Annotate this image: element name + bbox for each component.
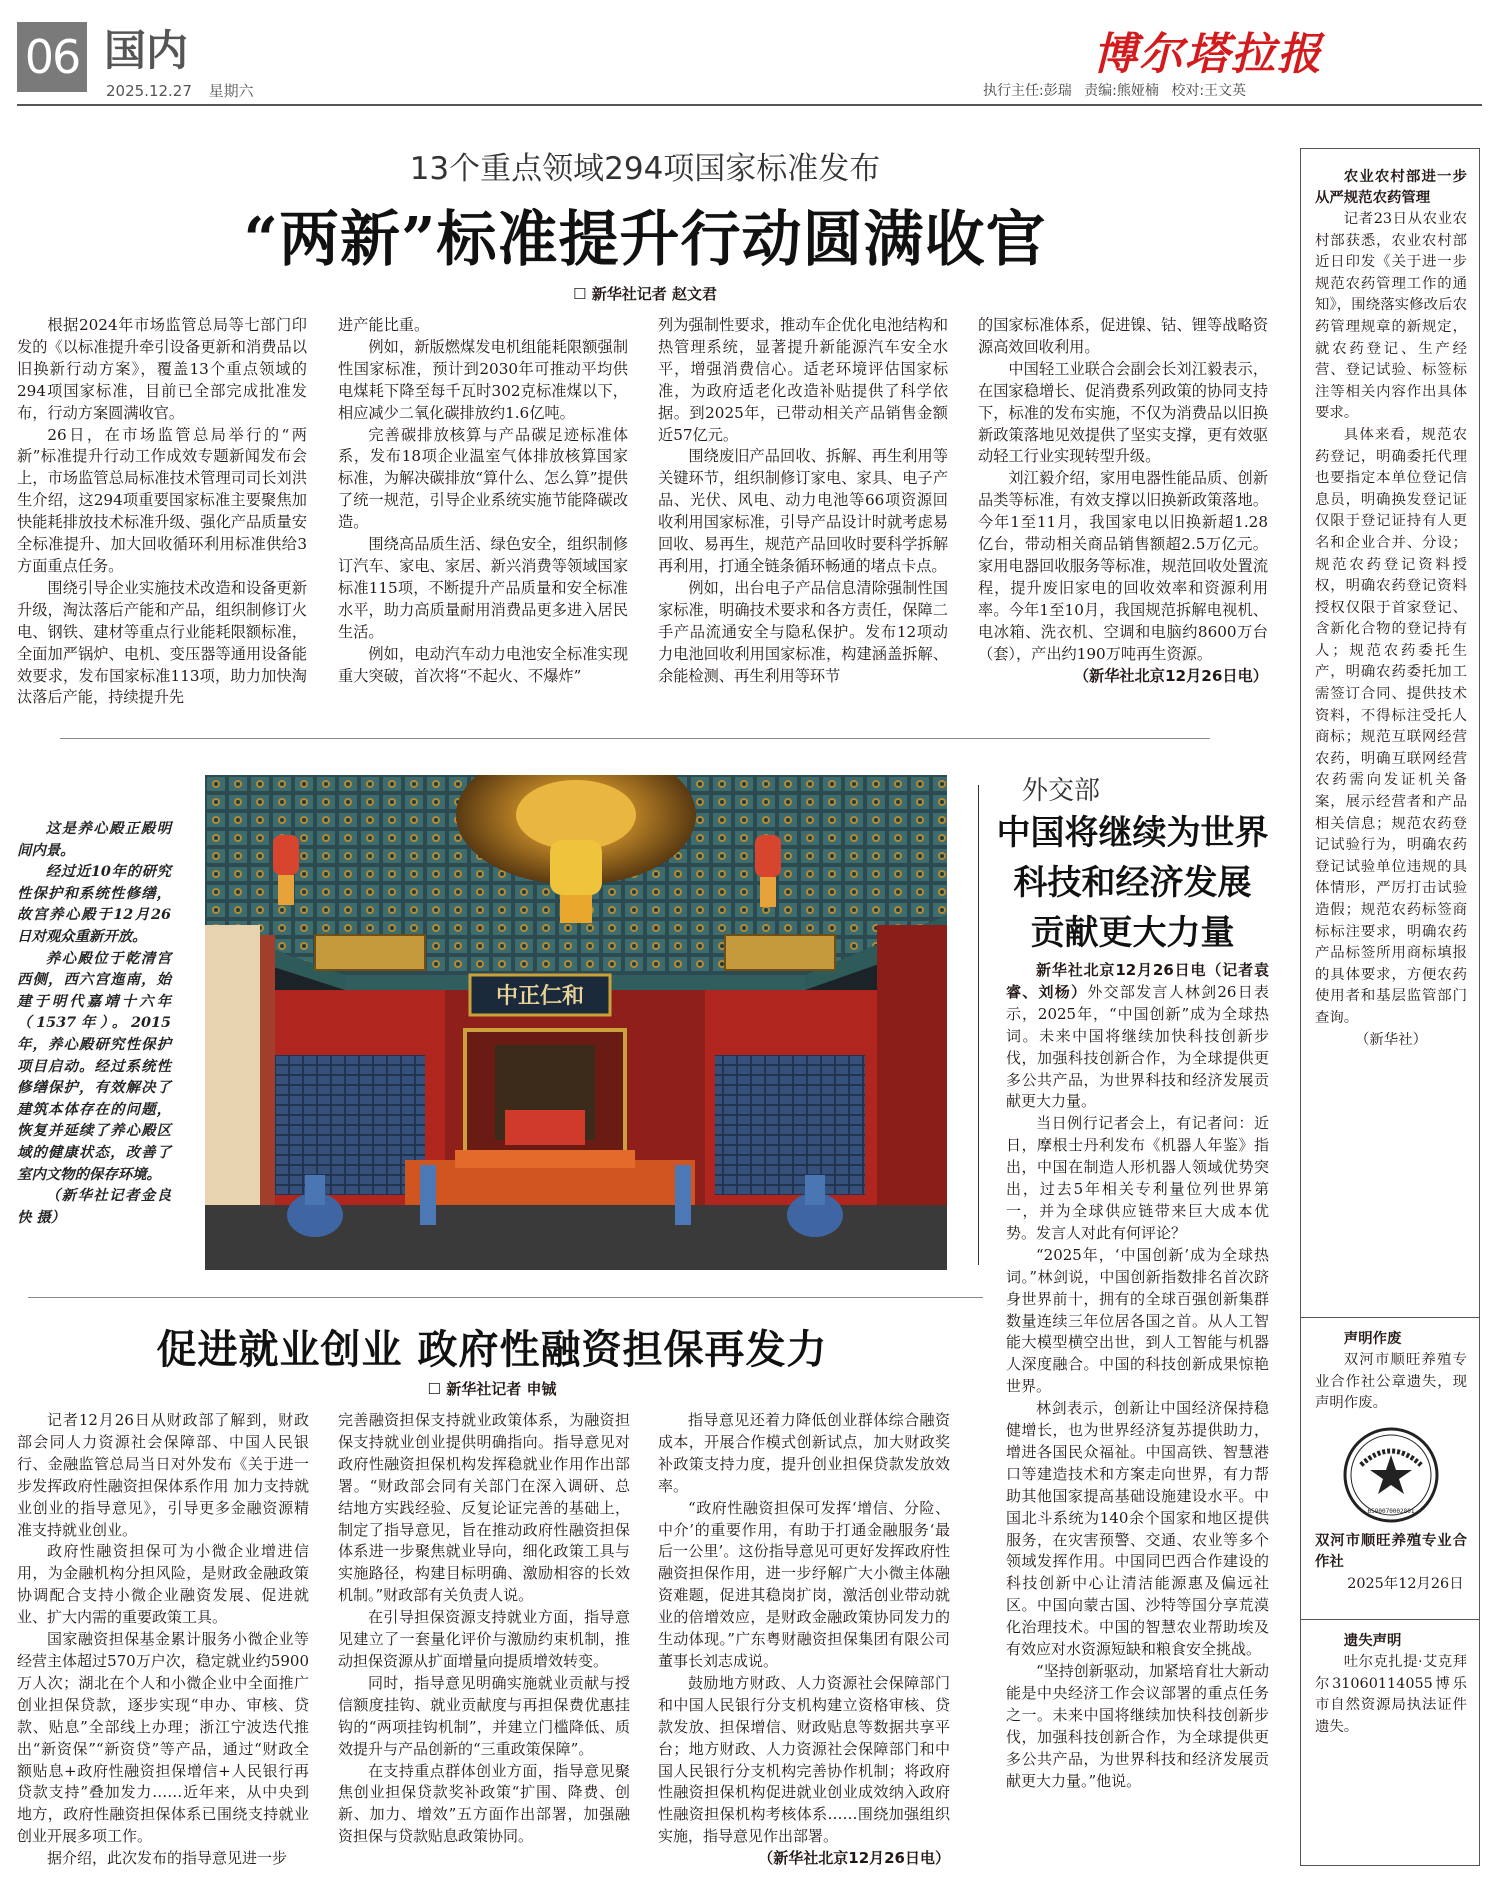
photo-credit: （新华社记者金良快 摄） (17, 1187, 171, 1226)
photo-caption (17, 818, 171, 1228)
editor-credits: 执行主任:彭瑞 责编:熊娅楠 校对:王文英 (983, 83, 1247, 99)
paragraph: 中国轻工业联合会副会长刘江毅表示，在国家稳增长、促消费系列政策的协同支持下，标准的发布实施，不仅为消费品以旧换新政策落地见效提供了坚实支撑，更有效驱动轻工行业实现转型升级。 (978, 359, 1268, 466)
article1-headline: “两新”标准提升行动圆满收官 (243, 205, 1047, 275)
paragraph: 进产能比重。 (338, 316, 430, 334)
hall-plaque: 中正仁和 (495, 983, 585, 1009)
paragraph: 同时，指导意见明确实施就业贡献与授信额度挂钩、就业贡献度与再担保费优惠挂钩的“两项挂钩机制”，并建立门槛降低、质效提升与产品创新的“三重政策保障”。 (338, 1673, 630, 1758)
notice-title: 遗失声明 (1343, 1633, 1402, 1649)
paragraph: 双河市顺旺养殖专业合作社公章遗失，现声明作废。 (1315, 1352, 1467, 1412)
paragraph: 根据2024年市场监管总局等七部门印发的《以标准提升牵引设备更新和消费品以旧换新行动方案》，覆盖13个重点领域的294项国家标准，目前已全部完成批准发布，行动方案圆满收官。 (17, 316, 307, 422)
paragraph: 在支持重点群体创业方面，指导意见聚焦创业担保贷款奖补政策“扩围、降费、创新、加力、增效”五方面作出部署，加强融资担保与贷款贴息政策协同。 (338, 1761, 630, 1846)
seal-code: 6590070002801 (1367, 1507, 1415, 1515)
paragraph: 26日，在市场监管总局举行的“两新”标准提升行动工作成效专题新闻发布会上，市场监管总局标准技术管理司司长刘洪生介绍，这294项重要国家标准主要聚焦加快能耗排放技术标准升级、强化产品质量安全标准提升、加大回收循环利用标准供给3方面重点任务。 (17, 425, 307, 575)
article3-column-1 (17, 1410, 309, 1872)
notice-pesticide (1315, 167, 1467, 1265)
paragraph: 林剑表示，创新让中国经济保持稳健增长，也为世界经济复苏提供助力，增进各国民众福祉。中国高铁、智慧港口等建造技术和方案走向世界，有力帮助其他国家提高基础设施建设水平。中国北斗系统为140余个国家和地区提供服务，在灾害预警、交通、农业等多个领域发挥作用。中国同巴西合作建设的科技创新中心让清洁能源惠及偏远社区。中国向蒙古国、沙特等国分享荒漠化治理技术。中国的智慧农业帮助埃及有效应对水资源短缺和粮食安全挑战。 (1006, 1399, 1269, 1659)
article1-byline: ☐ 新华社记者 赵文君 (573, 285, 717, 303)
paragraph: 吐尔克扎提·艾克拜尔31060114055博乐市自然资源局执法证件遗失。 (1315, 1654, 1467, 1735)
paragraph: 当日例行记者会上，有记者问：近日，摩根士丹利发布《机器人年鉴》指出，中国在制造人形机器人领域优势突出，过去5年相关专利量位列世界第一，并为全球供应链带来巨大成本优势。发言人对此有何评论？ (1006, 1114, 1269, 1242)
article1-column-3 (658, 315, 948, 710)
paragraph: 指导意见还着力降低创业群体综合融资成本，开展合作模式创新试点，加大财政奖补政策支持力度，提升创业担保贷款发放效率。 (658, 1411, 950, 1495)
column-rule (978, 785, 979, 1265)
headline-line: 贡献更大力量 (1030, 913, 1235, 953)
article2-kicker: 外交部 (1022, 776, 1101, 806)
page-number: 06 (17, 22, 87, 92)
paragraph: 围绕引导企业实施技术改造和设备更新升级，淘汰落后产能和产品，组织制修订火电、钢铁、建材等重点行业能耗限额标准，全面加严锅炉、电机、变压器等通用设备能效要求，发布国家标准113项，助力加快淘汰落后产能，持续提升先 (17, 578, 307, 707)
section-divider (28, 1297, 983, 1298)
paragraph: 鼓励地方财政、人力资源社会保障部门和中国人民银行分支机构建立资格审核、贷款发放、担保增信、财政贴息等数据共享平台；地方财政、人力资源社会保障部门和中国人民银行分支机构完善协作机制；将政府性融资担保机构促进就业创业成效纳入政府性融资担保机构考核体系……围绕加强组织实施，指导意见作出部署。 (658, 1673, 950, 1846)
paragraph: 政府性融资担保可为小微企业增进信用，为金融机构分担风险，是财政金融政策协调配合支持小微企业融资发展、促进就业、扩大内需的重要政策工具。 (17, 1542, 309, 1627)
sidebar-divider (1301, 1619, 1479, 1620)
paragraph: 完善融资担保支持就业政策体系，为融资担保支持就业创业提供明确指向。指导意见对政府性融资担保机构发挥稳就业作用作出部署。“财政部会同有关部门在深入调研、总结地方实践经验、反复论证完善的基础上，制定了指导意见，旨在推动政府性融资担保体系进一步聚焦就业导向，细化政策工具与实施路径，构建目标明确、激励相容的长效机制。”财政部有关负责人说。 (338, 1411, 630, 1605)
article2-para: 外交部发言人林剑26日表示，2025年，“中国创新”成为全球热词。未来中国将继续加快科技创新步伐，加强科技创新合作，为全球提供更多公共产品，为世界科技和经济发展贡献更大力量。 (1006, 982, 1269, 1111)
paragraph: 例如，新版燃煤发电机组能耗限额强制性国家标准，预计到2030年可推动平均供电煤耗下降至每千瓦时302克标准煤以下，相应减少二氧化碳排放约1.6亿吨。 (338, 337, 628, 422)
article3-column-3 (658, 1410, 950, 1872)
notice-void-seal (1315, 1329, 1467, 1596)
paragraph: “政府性融资担保可发挥‘增信、分险、中介’的重要作用，有助于打通金融服务‘最后一公里’。这份指导意见可更好发挥政府性融资担保作用，进一步纾解广大小微主体融资难题，促进其稳岗扩岗，激活创业带动就业的倍增效应，是财政金融政策协同发力的生动体现。”广东粤财融资担保集团有限公司董事长刘志成说。 (658, 1498, 950, 1670)
article3-column-2 (338, 1410, 630, 1872)
caption-line: 这是养心殿正殿明间内景。 (17, 820, 171, 859)
headline-line: 中国将继续为世界 (996, 813, 1269, 853)
headline-line: 科技和经济发展 (1013, 863, 1252, 903)
issue-date: 2025.12.27 星期六 (106, 82, 254, 100)
notice-title: 声明作废 (1343, 1331, 1402, 1347)
notice-date: 2025年12月26日 (1347, 1575, 1464, 1592)
article3-dateline: （新华社北京12月26日电） (758, 1849, 950, 1868)
paragraph: 的国家标准体系，促进镍、钴、锂等战略资源高效回收利用。 (978, 316, 1268, 356)
paragraph: 围绕高品质生活、绿色安全，组织制修订汽车、家电、家居、新兴消费等领域国家标准115项，不断提升产品质量和安全标准水平，助力高质量耐用消费品更多进入居民生活。 (338, 535, 628, 641)
sidebar-divider (1301, 1317, 1479, 1318)
article2-headline (995, 808, 1270, 958)
paragraph: 在引导担保资源支持就业方面，指导意见建立了一套量化评价与激励约束机制，推动担保资源从扩面增量向提质增效转变。 (338, 1608, 630, 1670)
paragraph: 记者12月26日从财政部了解到，财政部会同人力资源社会保障部、中国人民银行、金融监管总局当日对外发布《关于进一步发挥政府性融资担保体系作用 加力支持就业创业的指导意见》，引导更多金融资源精准支持就业创业。 (17, 1411, 309, 1539)
article1-kicker: 13个重点领域294项国家标准发布 (409, 151, 881, 187)
paragraph: 围绕废旧产品回收、拆解、再生利用等关键环节，组织制修订家电、家具、电子产品、光伏、风电、动力电池等66项资源回收利用国家标准，引导产品设计时就考虑易回收、易再生，规范产品回收时要科学拆解再利用，打通全链条循环畅通的堵点卡点。 (658, 447, 948, 575)
notice-lost-certificate (1315, 1631, 1467, 1738)
notice-title: 农业农村部进一步从严规范农药管理 (1315, 169, 1467, 206)
official-seal-stamp (1341, 1425, 1441, 1525)
paragraph: 记者23日从农业农村部获悉，农业农村部近日印发《关于进一步规范农药管理工作的通知》，围绕落实修改后农药管理规章的新规定，就农药登记、生产经营、登记试验、标签标注等相关内容作出具体要求。 (1315, 211, 1467, 422)
article1-column-2 (338, 315, 628, 710)
paragraph: 据介绍，此次发布的指导意见进一步 (47, 1849, 288, 1868)
paragraph: “坚持创新驱动，加紧培育壮大新动能是中央经济工作会议部署的重点任务之一。未来中国将继续加快科技创新步伐，加强科技创新合作，为全球提供更多公共产品，为世界科技和经济发展贡献更大力量。”他说。 (1006, 1662, 1269, 1790)
palace-hall-photo (205, 775, 947, 1270)
article2-lead: 新华社北京12月26日电（记者袁睿、刘杨） (1006, 961, 1269, 1001)
section-divider (60, 738, 1210, 739)
newspaper-logo: 博尔塔拉报 (1093, 29, 1323, 80)
article1-column-4 (978, 315, 1268, 710)
paragraph: 国家融资担保基金累计服务小微企业等经营主体超过570万户次，稳定就业约5900万人次；湖北在个人和小微企业中全面推广创业担保贷款，逐步实现“申办、审核、贷款、贴息”全部线上办理；浙江宁波迭代推出“新资保”“新资贷”等产品，通过“财政全额贴息+政府性融资担保增信+人民银行再贷款支持”叠加发力……近年来，从中央到地方，政府性融资担保体系已围绕支持就业创业开展多项工作。 (17, 1630, 309, 1846)
article2-body (1006, 960, 1269, 1870)
caption-line: 养心殿位于乾清宫西侧，西六宫迤南，始建于明代嘉靖十六年（1537年）。2015年，养心殿研究性保护项目启动。经过系统性修缮保护，有效解决了建筑本体存在的问题，恢复并延续了养心殿区域的健康状态，改善了室内文物的保存环境。 (17, 949, 171, 1183)
article3-byline: ☐ 新华社记者 申铖 (427, 1380, 557, 1398)
notice-source: （新华社） (1355, 1031, 1427, 1048)
paragraph: 具体来看，规范农药登记，明确委托代理也要指定本单位登记信息员，明确换发登记证仅限于登记证持有人更名和企业合并、分设；规范农药登记资料授权，明确农药登记资料授权仅限于首家登记、含新化合物的登记持有人；规范农药委托生产，明确农药委托加工需签订合同、提供技术资料，不得标注受托人商标；规范互联网经营农药，明确互联网经营农药需向发证机关备案，展示经营者和产品相关信息；规范农药登记试验行为，明确农药登记试验单位违规的具体情形，严厉打击试验造假；规范农药标签商标标注要求，明确农药产品标签所用商标填报的具体要求，方便农药使用者和基层监管部门查询。 (1315, 426, 1467, 1026)
article1-column-1 (17, 315, 307, 710)
paragraph (1006, 960, 1269, 1113)
paragraph: 例如，出台电子产品信息清除强制性国家标准，明确技术要求和各方责任，保障二手产品流通安全与隐私保护。发布12项动力电池回收利用国家标准，构建涵盖拆解、余能检测、再生利用等环节 (658, 578, 948, 685)
article1-dateline: （新华社北京12月26日电） (1073, 666, 1268, 685)
section-title: 国内 (104, 26, 189, 75)
paragraph: 例如，电动汽车动力电池安全标准实现重大突破，首次将“不起火、不爆炸” (338, 644, 628, 685)
paragraph: 完善碳排放核算与产品碳足迹标准体系，发布18项企业温室气体排放核算国家标准，为解决碳排放“算什么、怎么算”提供了统一规范，引导企业系统实施节能降碳改造。 (338, 425, 628, 532)
paragraph: 列为强制性要求，推动车企优化电池结构和热管理系统，显著提升新能源汽车安全水平，增强消费信心。适老环境评估国家标准，为政府适老化改造补贴提供了科学依据。到2025年，已带动相关产品销售金额近57亿元。 (658, 316, 948, 444)
notice-issuer: 双河市顺旺养殖专业合作社 (1315, 1532, 1467, 1571)
sidebar-notices (1300, 148, 1480, 1866)
paragraph: “2025年，‘中国创新’成为全球热词。”林剑说，中国创新指数排名首次跻身世界前十，拥有的全球百强创新集群数量连续三年位居各国之首。从人工智能大模型横空出世，到人工智能与机器人深度融合。中国的科技创新成果惊艳世界。 (1006, 1245, 1269, 1396)
article3-headline: 促进就业创业 政府性融资担保再发力 (156, 1326, 828, 1373)
paragraph: 刘江毅介绍，家用电器性能品质、创新品类等标准，有效支撑以旧换新政策落地。今年1至11月，我国家电以旧换新超1.28亿台，带动相关商品销售额超2.5万亿元。家用电器回收服务等标准，规范回收处置流程，提升废旧家电的回收效率和资源利用率。今年1至10月，我国规范拆解电视机、电冰箱、洗衣机、空调和电脑约8600万台（套），产出约190万吨再生资源。 (978, 469, 1268, 663)
header-divider (17, 104, 1482, 106)
caption-line: 经过近10年的研究性保护和系统性修缮，故宫养心殿于12月26日对观众重新开放。 (17, 863, 171, 945)
